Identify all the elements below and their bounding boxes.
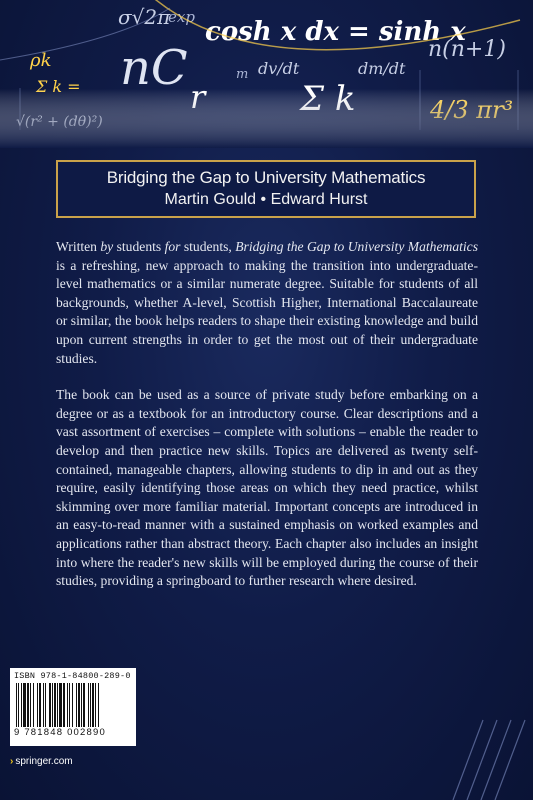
barcode-bar <box>69 683 70 727</box>
barcode-bar <box>27 683 29 727</box>
barcode-bar <box>43 683 44 727</box>
barcode-bar <box>76 683 77 727</box>
blurb-paragraph-2: The book can be used as a source of private study before embarking on a degree or as a textbook for an introductory course. Clear descriptions and a vast assortment of exercises – complete with solutions – enable the reader to develop and then practice new skills. Topics are delivered as twenty self-contained, manageable chapters, allowing students to dip in and out as they require, easily identifying those areas on which they need practice, whilst skimming over more familiar material. Important concepts are introduced in an easy-to-read manner with a sustained emphasis on worked examples and applications rather than abstract theory. Each chapter also includes an insight into where the reader's new skills will be employed during the course of their studies, providing a springboard to further research where desired. <box>56 387 478 589</box>
barcode-bar <box>54 683 56 727</box>
barcode-bar <box>45 683 46 727</box>
barcode-bar <box>95 683 96 727</box>
back-cover-blurb <box>56 238 478 609</box>
book-title: Bridging the Gap to University Mathematics <box>106 168 426 187</box>
barcode-bar <box>90 683 91 727</box>
decorative-diagonal-lines <box>443 700 533 800</box>
math-formula-banner <box>0 0 533 148</box>
barcode-bars <box>14 683 132 727</box>
barcode-bar <box>18 683 19 727</box>
barcode-bar <box>88 683 89 727</box>
barcode-bar <box>52 683 53 727</box>
barcode-bar <box>37 683 38 727</box>
barcode-bar <box>39 683 41 727</box>
barcode-bar <box>16 683 17 727</box>
isbn-text: ISBN 978-1-84800-289-0 <box>14 671 131 681</box>
barcode-bar <box>92 683 94 727</box>
barcode-bar <box>49 683 51 727</box>
barcode-bar <box>33 683 34 727</box>
barcode-bar <box>21 683 22 727</box>
barcode-bar <box>30 683 31 727</box>
barcode-digits: 9 781848 002890 <box>14 727 106 738</box>
barcode-bar <box>59 683 62 727</box>
book-authors: Martin Gould • Edward Hurst <box>164 191 368 208</box>
springer-arrow-icon: › <box>10 756 14 767</box>
barcode-bar <box>83 683 85 727</box>
blurb-paragraph-1: Written by students for students, Bridging the Gap to University Mathematics is a refreshing, new approach to making the transition into undergraduate-level mathematics or a similar numerate degree. Suitable for students of all backgrounds, whether A-level, Scottish Higher, International Baccalaureate or similar, the book helps readers to shape their existing knowledge and build upon current strengths in order to get the most out of their undergraduate studies. <box>56 239 478 366</box>
blurb-book-title: Bridging the Gap to University Mathematics <box>235 239 478 254</box>
barcode-bar <box>98 683 99 727</box>
springer-url-text: springer.com <box>15 756 73 767</box>
barcode-bar <box>63 683 65 727</box>
formula-artwork <box>0 0 533 148</box>
barcode-bar <box>57 683 58 727</box>
barcode-bar <box>23 683 26 727</box>
barcode-bar <box>81 683 82 727</box>
barcode-bar <box>67 683 68 727</box>
barcode-bar <box>78 683 80 727</box>
springer-url[interactable] <box>10 756 73 767</box>
barcode-bar <box>72 683 73 727</box>
title-box <box>56 160 476 218</box>
barcode <box>10 668 136 746</box>
